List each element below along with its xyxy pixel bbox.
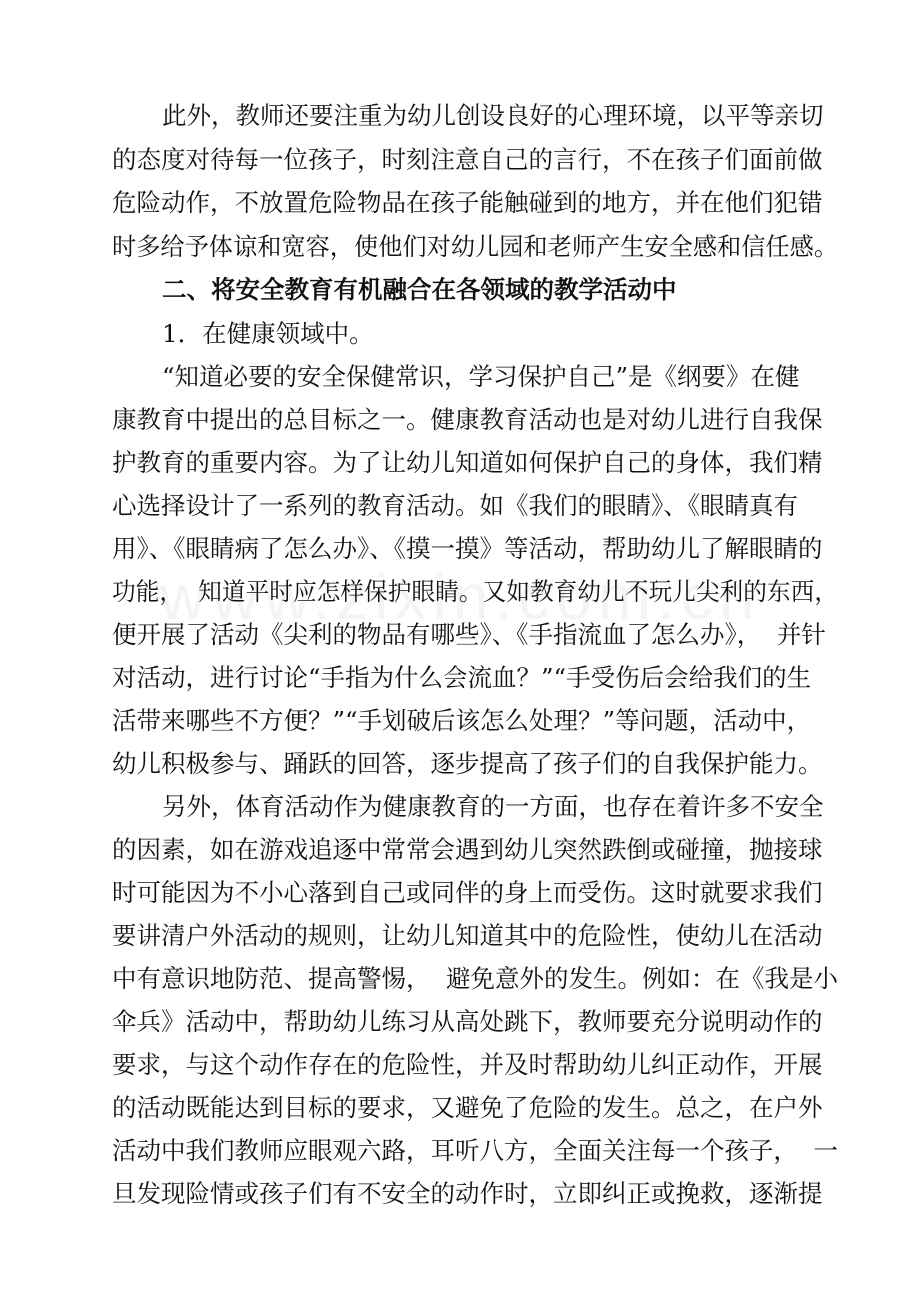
subsection-heading-text: 1．在健康领域中。 <box>162 319 374 348</box>
text-line <box>0 828 920 872</box>
text-line-content: 对活动，进行讨论“手指为什么会流血？”“手受伤后会给我们的生 <box>112 663 812 692</box>
text-line <box>0 1129 920 1173</box>
text-line <box>0 1043 920 1087</box>
text-line <box>0 656 920 700</box>
text-line <box>0 957 920 1001</box>
text-line-content: 康教育中提出的总目标之一。健康教育活动也是对幼儿进行自我保 <box>112 405 823 434</box>
text-line-content: 的态度对待每一位孩子，时刻注意自己的言行，不在孩子们面前做 <box>112 145 823 174</box>
text-line-content: 的因素，如在游戏追逐中常常会遇到幼儿突然跌倒或碰撞，抛接球 <box>112 835 823 864</box>
text-line-content: 功能， 知道平时应怎样保护眼睛。又如教育幼儿不玩儿尖利的东西， <box>112 577 839 606</box>
text-line <box>0 1086 920 1130</box>
text-line-content: 活带来哪些不方便？”“手划破后该怎么处理？”等问题，活动中， <box>112 706 812 735</box>
text-line <box>0 94 920 138</box>
text-line-content: 此外，教师还要注重为幼儿创设良好的心理环境，以平等亲切 <box>162 101 824 130</box>
text-line-content: 便开展了活动《尖利的物品有哪些》、《手指流血了怎么办》， 并针 <box>112 620 826 649</box>
text-line-content: 要讲清户外活动的规则，让幼儿知道其中的危险性，使幼儿在活动 <box>112 921 823 950</box>
text-line-content: 活动中我们教师应眼观六路，耳听八方，全面关注每一个孩子， 一 <box>112 1136 839 1165</box>
text-line <box>0 871 920 915</box>
text-line <box>0 699 920 743</box>
text-line-content: 用》、《眼睛病了怎么办》、《摸一摸》等活动，帮助幼儿了解眼睛的 <box>112 534 823 563</box>
text-line-content: 伞兵》活动中，帮助幼儿练习从高处跳下，教师要充分说明动作的 <box>112 1007 823 1036</box>
text-line <box>0 1172 920 1216</box>
text-line-content: 另外，体育活动作为健康教育的一方面，也存在着许多不安全 <box>162 792 824 821</box>
text-line <box>0 914 920 958</box>
section-heading <box>0 268 920 312</box>
text-line <box>0 785 920 829</box>
text-line-content: 要求，与这个动作存在的危险性，并及时帮助幼儿纠正动作，开展 <box>112 1050 823 1079</box>
text-line <box>0 138 920 182</box>
text-line <box>0 613 920 657</box>
text-line <box>0 441 920 485</box>
text-line-content: “知道必要的安全保健常识，学习保护自己”是《纲要》在健 <box>162 362 800 391</box>
text-line <box>0 181 920 225</box>
text-line <box>0 570 920 614</box>
text-line-content: 中有意识地防范、提高警惕， 避免意外的发生。例如：在《我是小 <box>112 964 839 993</box>
text-line <box>0 527 920 571</box>
text-line-content: 幼儿积极参与、踊跃的回答，逐步提高了孩子们的自我保护能力。 <box>112 749 823 778</box>
text-line <box>0 355 920 399</box>
text-line-content: 护教育的重要内容。为了让幼儿知道如何保护自己的身体，我们精 <box>112 448 823 477</box>
text-line-content: 心选择设计了一系列的教育活动。如《我们的眼睛》、《眼睛真有 <box>112 491 798 520</box>
text-line <box>0 484 920 528</box>
text-line <box>0 225 920 269</box>
text-line-content: 旦发现险情或孩子们有不安全的动作时，立即纠正或挽救，逐渐提 <box>112 1179 823 1208</box>
text-line-content: 的活动既能达到目标的要求，又避免了危险的发生。总之，在户外 <box>112 1093 823 1122</box>
section-heading-text: 二、将安全教育有机融合在各领域的教学活动中 <box>162 275 677 304</box>
text-line-content: 时多给予体谅和宽容，使他们对幼儿园和老师产生安全感和信任感。 <box>112 232 839 261</box>
subsection-heading <box>0 312 920 356</box>
text-line-content: 危险动作，不放置危险物品在孩子能触碰到的地方，并在他们犯错 <box>112 188 823 217</box>
text-line-content: 时可能因为不小心落到自己或同伴的身上而受伤。这时就要求我们 <box>112 878 823 907</box>
text-line <box>0 398 920 442</box>
text-line <box>0 742 920 786</box>
text-line <box>0 1000 920 1044</box>
